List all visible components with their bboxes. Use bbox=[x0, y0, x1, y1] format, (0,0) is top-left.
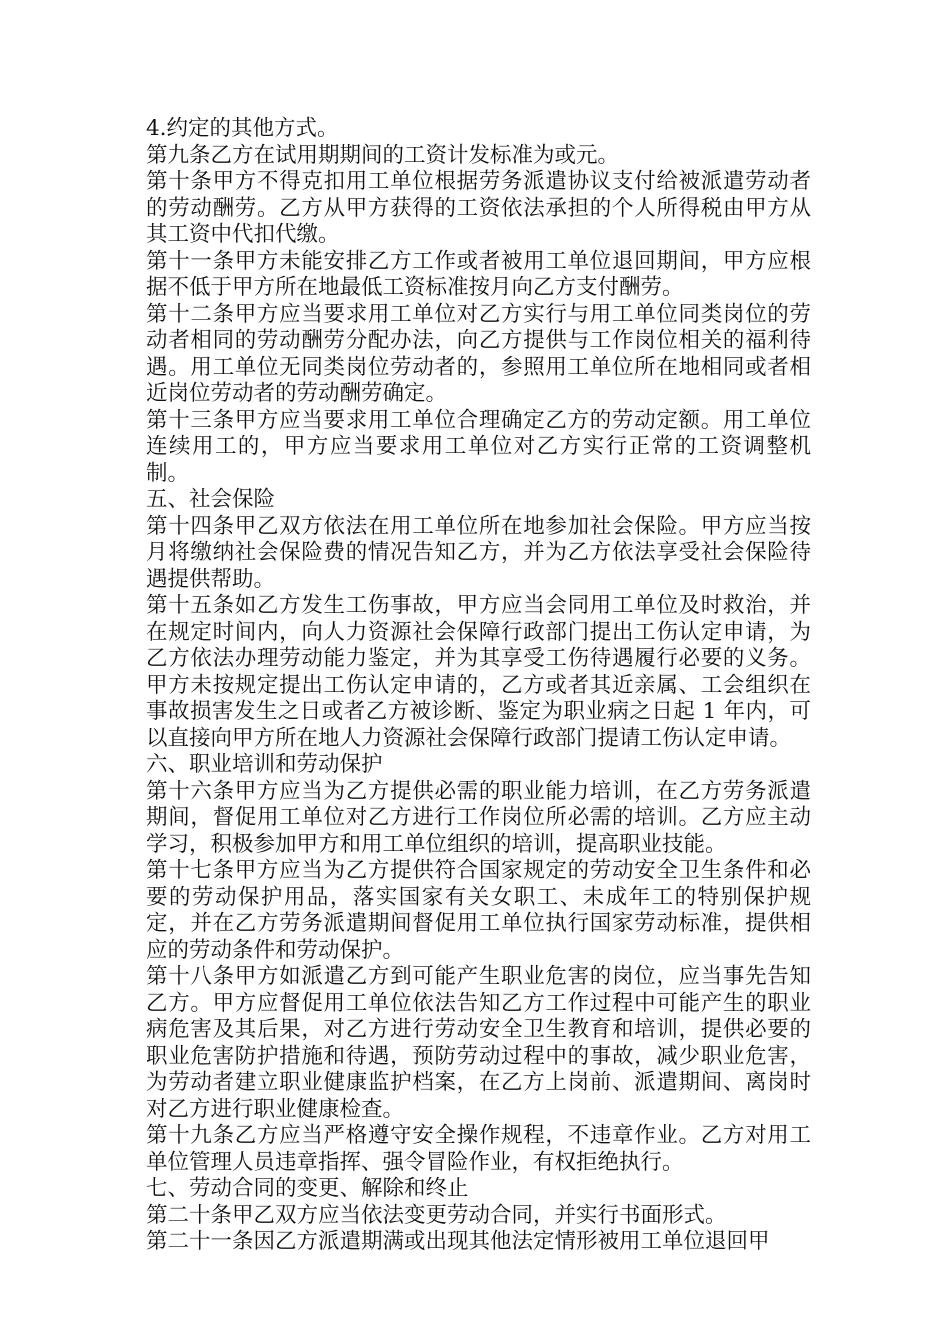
paragraph-article-17: 第十七条甲方应当为乙方提供符合国家规定的劳动安全卫生条件和必要的劳动保护用品，落实国家有关女职工、未成年工的特别保护规定，并在乙方劳务派遣期间督促用工单位执行国家劳动标准，提供相应的劳动条件和劳动保护。 bbox=[146, 858, 811, 963]
paragraph-item-4: 4.约定的其他方式。 bbox=[146, 116, 339, 141]
paragraph-article-19: 第十九条乙方应当严格遵守安全操作规程，不违章作业。乙方对用工单位管理人员违章指挥、强令冒险作业，有权拒绝执行。 bbox=[146, 1123, 811, 1175]
paragraph-article-11: 第十一条甲方未能安排乙方工作或者被用工单位退回期间，甲方应根据不低于甲方所在地最低工资标准按月向乙方支付酬劳。 bbox=[146, 248, 811, 300]
section-heading-training-protection: 六、职业培训和劳动保护 bbox=[146, 752, 383, 777]
paragraph-article-16: 第十六条甲方应当为乙方提供必需的职业能力培训，在乙方劳务派遣期间，督促用工单位对乙方进行工作岗位所必需的培训。乙方应主动学习，积极参加甲方和用工单位组织的培训，提高职业技能。 bbox=[146, 778, 811, 857]
paragraph-article-15: 第十五条如乙方发生工伤事故，甲方应当会同用工单位及时救治，并在规定时间内，向人力资源社会保障行政部门提出工伤认定申请，为乙方依法办理劳动能力鉴定，并为其享受工伤待遇履行必要的义务。甲方未按规定提出工伤认定申请的，乙方或者其近亲属、工会组织在事故损害发生之日或者乙方被诊断、鉴定为职业病之日起 1 年内，可以直接向甲方所在地人力资源社会保障行政部门提请工伤认定申请。 bbox=[146, 593, 811, 751]
paragraph-article-14: 第十四条甲乙双方依法在用工单位所在地参加社会保险。甲方应当按月将缴纳社会保险费的情况告知乙方，并为乙方依法享受社会保险待遇提供帮助。 bbox=[146, 513, 811, 592]
paragraph-article-10: 第十条甲方不得克扣用工单位根据劳务派遣协议支付给被派遣劳动者的劳动酬劳。乙方从甲方获得的工资依法承担的个人所得税由甲方从其工资中代扣代缴。 bbox=[146, 169, 811, 247]
paragraph-article-9: 第九条乙方在试用期期间的工资计发标准为或元。 bbox=[146, 142, 620, 168]
section-heading-social-insurance: 五、社会保险 bbox=[146, 487, 276, 512]
paragraph-article-21: 第二十一条因乙方派遣期满或出现其他法定情形被用工单位退回甲 bbox=[146, 1229, 770, 1254]
paragraph-article-13: 第十三条甲方应当要求用工单位合理确定乙方的劳动定额。用工单位连续用工的，甲方应当要求用工单位对乙方实行正常的工资调整机制。 bbox=[146, 407, 811, 486]
paragraph-article-12: 第十二条甲方应当要求用工单位对乙方实行与用工单位同类岗位的劳动者相同的劳动酬劳分配办法，向乙方提供与工作岗位相关的福利待遇。用工单位无同类岗位劳动者的，参照用工单位所在地相同或者相近岗位劳动者的劳动酬劳确定。 bbox=[146, 301, 811, 406]
paragraph-article-20: 第二十条甲乙双方应当依法变更劳动合同，并实行书面形式。 bbox=[146, 1202, 727, 1228]
document-page bbox=[146, 116, 811, 1256]
paragraph-article-18: 第十八条甲方如派遣乙方到可能产生职业危害的岗位，应当事先告知乙方。甲方应督促用工单位依法告知乙方工作过程中可能产生的职业病危害及其后果，对乙方进行劳动安全卫生教育和培训，提供必要的职业危害防护措施和待遇，预防劳动过程中的事故，减少职业危害，为劳动者建立职业健康监护档案，在乙方上岗前、派遣期间、离岗时对乙方进行职业健康检查。 bbox=[146, 964, 811, 1122]
section-heading-contract-changes: 七、劳动合同的变更、解除和终止 bbox=[146, 1176, 469, 1201]
